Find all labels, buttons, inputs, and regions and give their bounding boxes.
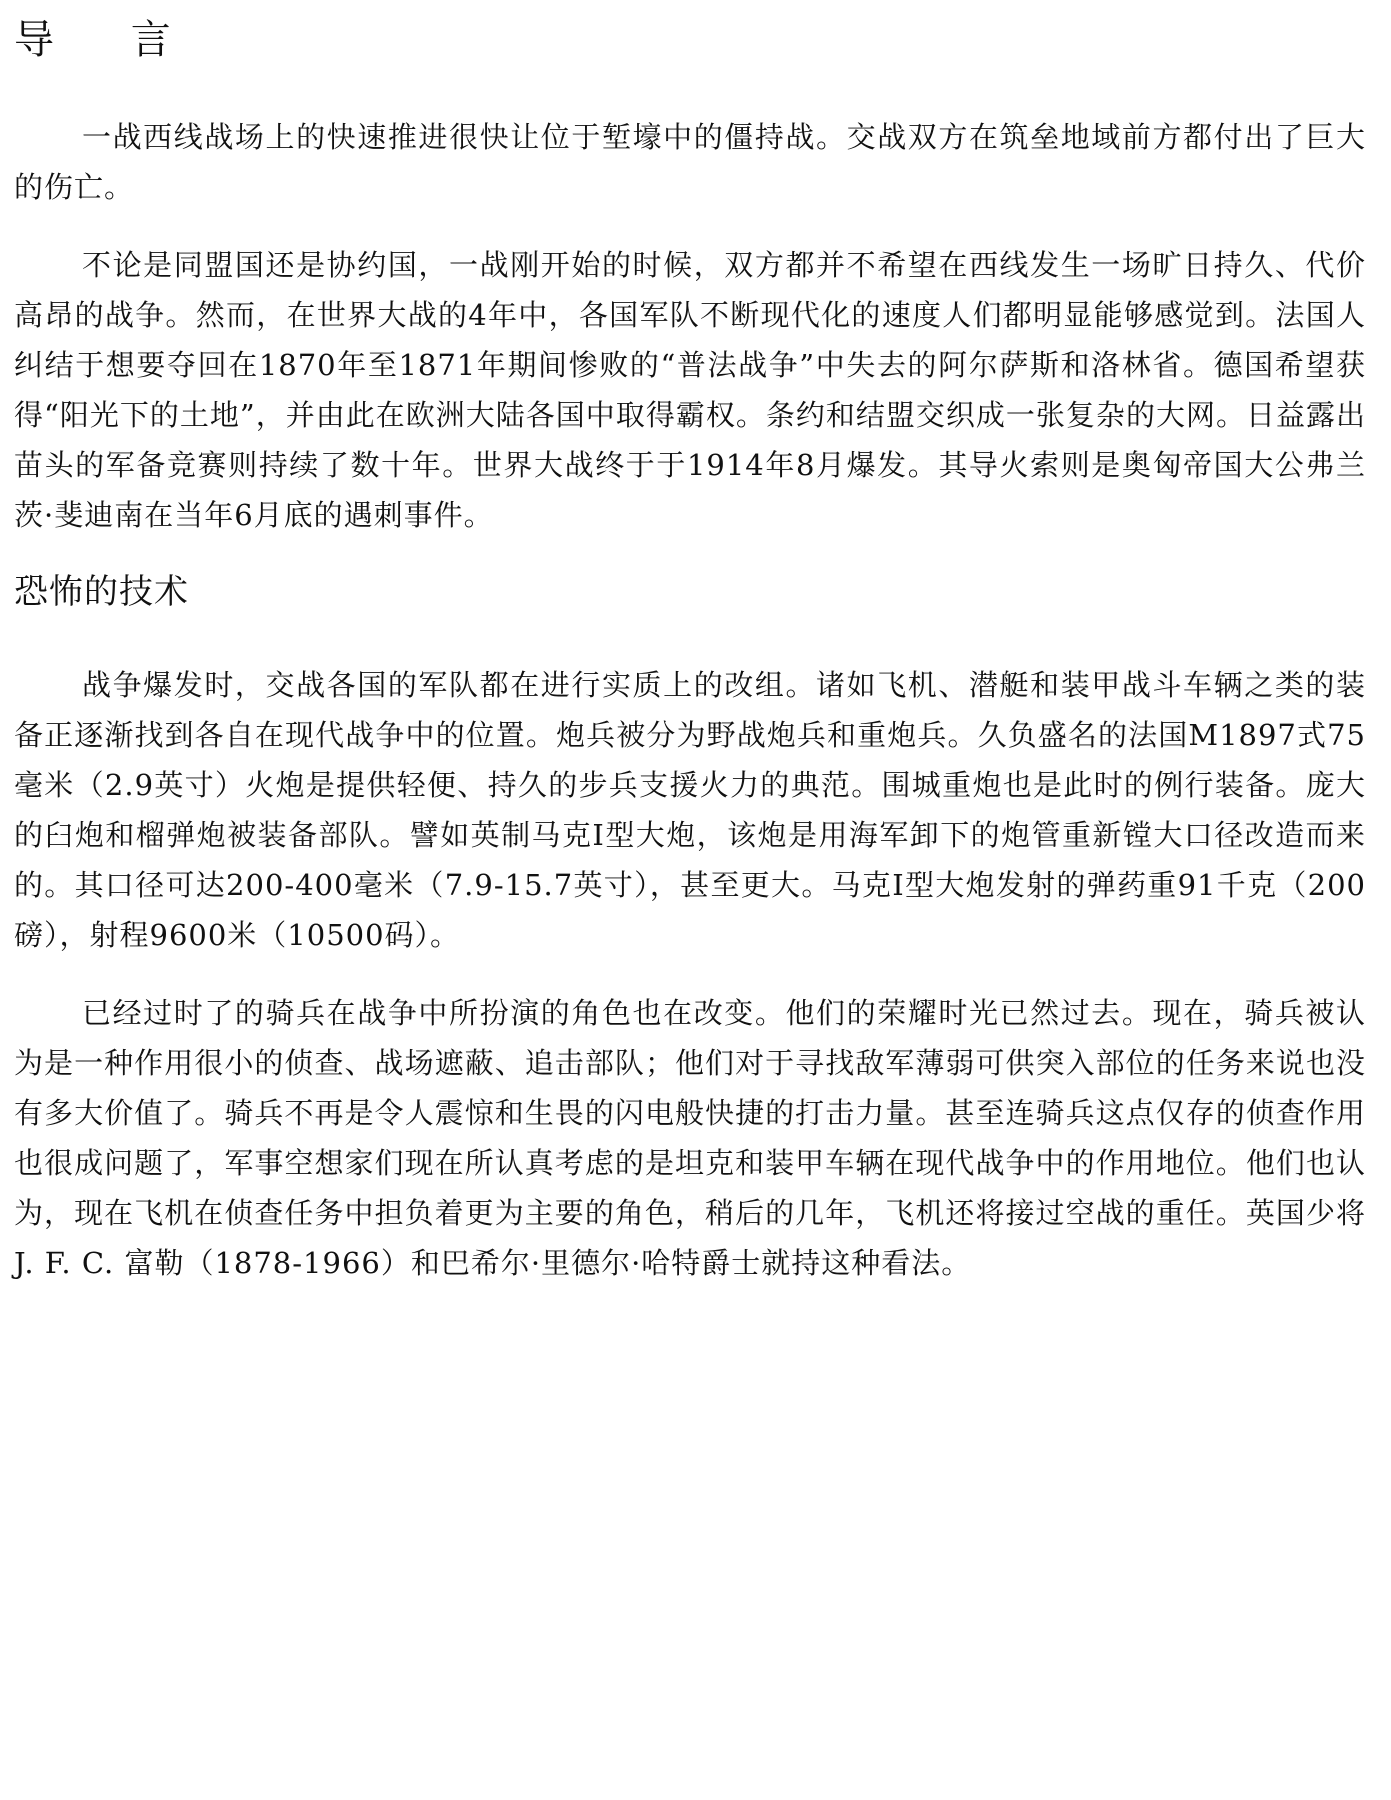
section-heading: 恐怖的技术 — [14, 572, 189, 612]
section-paragraph-2: 已经过时了的骑兵在战争中所扮演的角色也在改变。他们的荣耀时光已然过去。现在，骑兵被认为是一种作用很小的侦查、战场遮蔽、追击部队；他们对于寻找敌军薄弱可供突入部位的任务来说也没有多大价值了。骑兵不再是令人震惊和生畏的闪电般快捷的打击力量。甚至连骑兵这点仅存的侦查作用也很成问题了，军事空想家们现在所认真考虑的是坦克和装甲车辆在现代战争中的作用地位。他们也认为，现在飞机在侦查任务中担负着更为主要的角色，稍后的几年，飞机还将接过空战的重任。英国少将J. F. C. 富勒（1878-1966）和巴希尔·里德尔·哈特爵士就持这种看法。 — [14, 996, 1366, 1280]
section-paragraph-1: 战争爆发时，交战各国的军队都在进行实质上的改组。诸如飞机、潜艇和装甲战斗车辆之类的装备正逐渐找到各自在现代战争中的位置。炮兵被分为野战炮兵和重炮兵。久负盛名的法国M1897式75毫米（2.9英寸）火炮是提供轻便、持久的步兵支援火力的典范。围城重炮也是此时的例行装备。庞大的臼炮和榴弹炮被装备部队。譬如英制马克I型大炮，该炮是用海军卸下的炮管重新镗大口径改造而来的。其口径可达200-400毫米（7.9-15.7英寸），甚至更大。马克I型大炮发射的弹药重91千克（200磅），射程9600米（10500码）。 — [14, 668, 1366, 952]
intro-paragraph-1: 一战西线战场上的快速推进很快让位于堑壕中的僵持战。交战双方在筑垒地域前方都付出了巨大的伤亡。 — [14, 120, 1366, 204]
intro-paragraph-2: 不论是同盟国还是协约国，一战刚开始的时候，双方都并不希望在西线发生一场旷日持久、代价高昂的战争。然而，在世界大战的4年中，各国军队不断现代化的速度人们都明显能够感觉到。法国人纠结于想要夺回在1870年至1871年期间惨败的“普法战争”中失去的阿尔萨斯和洛林省。德国希望获得“阳光下的土地”，并由此在欧洲大陆各国中取得霸权。条约和结盟交织成一张复杂的大网。日益露出苗头的军备竞赛则持续了数十年。世界大战终于于1914年8月爆发。其导火索则是奥匈帝国大公弗兰茨·斐迪南在当年6月底的遇刺事件。 — [14, 248, 1366, 532]
page-title: 导 言 — [14, 17, 203, 63]
document-page — [14, 0, 1366, 1288]
